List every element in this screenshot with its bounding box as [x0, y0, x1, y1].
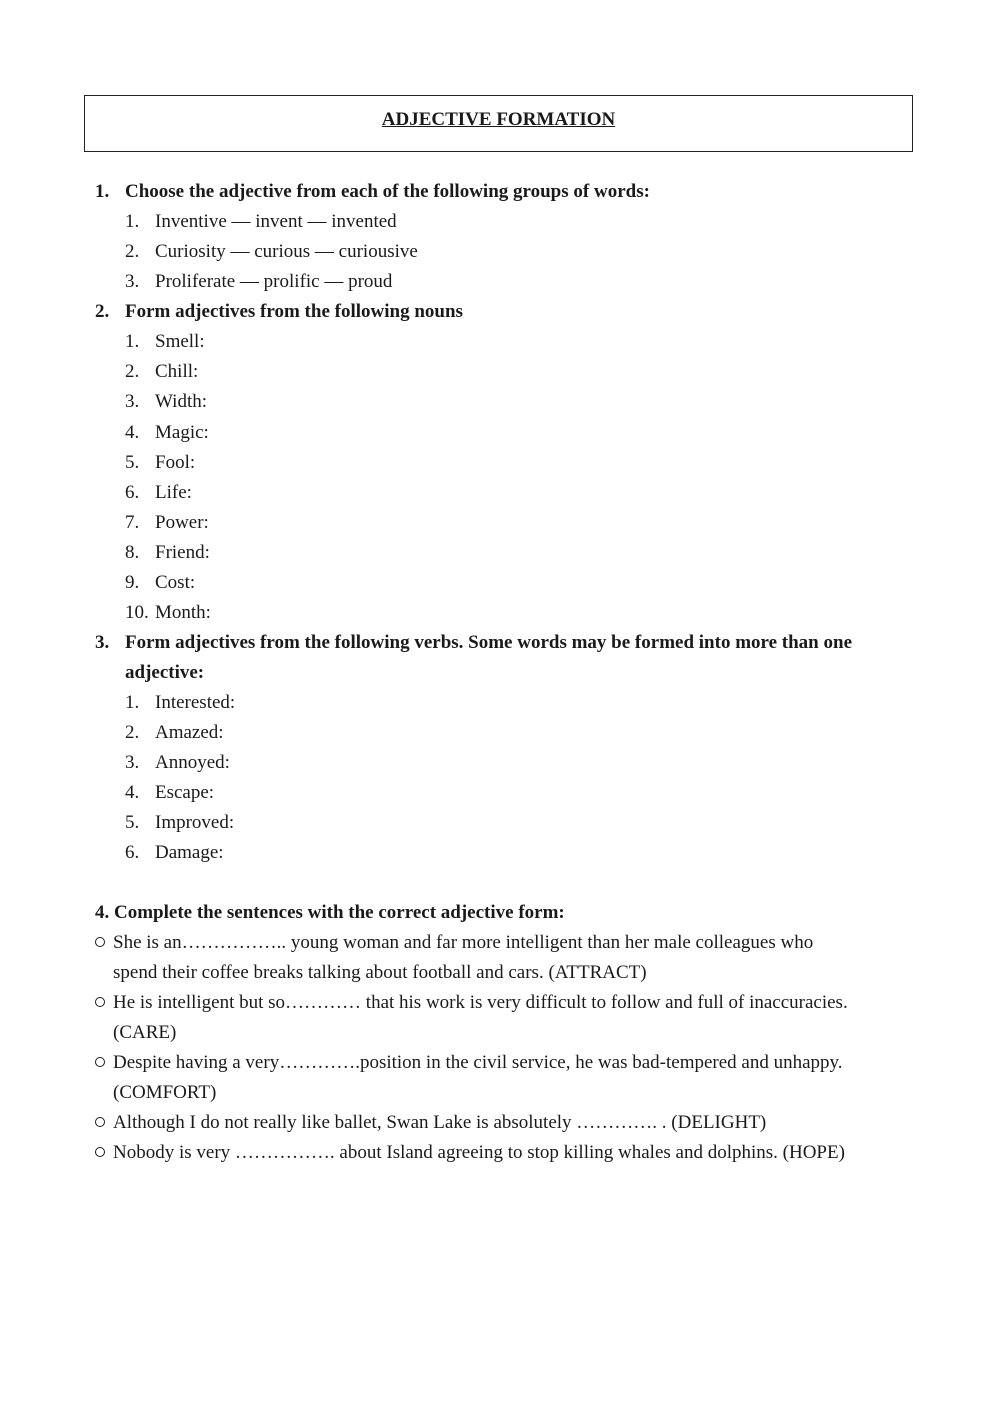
list-item-number: 6. — [125, 842, 140, 863]
list-item-number: 8. — [125, 542, 140, 563]
list-item-number: 2. — [125, 722, 140, 743]
circle-bullet-icon — [95, 1147, 105, 1157]
circle-bullet-icon — [95, 937, 105, 947]
list-item: Life: — [155, 482, 192, 503]
question-number: 1. — [95, 181, 110, 202]
list-item: Interested: — [155, 692, 236, 713]
sentence-line: Nobody is very ……………. about Island agreeing to stop killing whales and dolphins. (HOPE) — [113, 1142, 845, 1163]
list-item-number: 10. — [125, 602, 149, 623]
sentence-line: spend their coffee breaks talking about football and cars. (ATTRACT) — [113, 962, 647, 983]
list-item-number: 9. — [125, 572, 140, 593]
question-text: Form adjectives from the following verbs. Some words may be formed into more than one — [125, 632, 853, 653]
list-item-number: 3. — [125, 752, 140, 773]
circle-bullet-icon — [95, 997, 105, 1007]
list-item-number: 5. — [125, 812, 140, 833]
question-text: Choose the adjective from each of the following groups of words: — [125, 181, 650, 202]
list-item: Smell: — [155, 331, 205, 352]
list-item-number: 3. — [125, 391, 140, 412]
list-item: Annoyed: — [155, 752, 230, 773]
sentence-line: She is an…………….. young woman and far more intelligent than her male colleagues who — [113, 932, 814, 953]
list-item: Escape: — [155, 782, 215, 803]
list-item: Curiosity — curious — curiousive — [155, 241, 418, 262]
question-text: 4. Complete the sentences with the correct adjective form: — [95, 902, 565, 923]
list-item: Chill: — [155, 361, 199, 382]
list-item-number: 1. — [125, 692, 140, 713]
list-item-number: 6. — [125, 482, 140, 503]
list-item-number: 4. — [125, 422, 140, 443]
list-item: Power: — [155, 512, 209, 533]
page-title: ADJECTIVE FORMATION — [381, 109, 616, 130]
question-number: 2. — [95, 301, 110, 322]
list-item: Magic: — [155, 422, 209, 443]
sentence-line: Despite having a very………….position in the civil service, he was bad-tempered and unhappy. — [113, 1052, 843, 1073]
list-item: Improved: — [155, 812, 235, 833]
list-item-number: 1. — [125, 331, 140, 352]
list-item: Width: — [155, 391, 208, 412]
title-box — [84, 95, 913, 152]
list-item: Month: — [155, 602, 211, 623]
sentence-line: Although I do not really like ballet, Swan Lake is absolutely …………. . (DELIGHT) — [113, 1112, 767, 1133]
list-item: Friend: — [155, 542, 210, 563]
list-item: Damage: — [155, 842, 224, 863]
question-text-continued: adjective: — [125, 662, 205, 683]
list-item-number: 5. — [125, 452, 140, 473]
question-text: Form adjectives from the following nouns — [125, 301, 463, 322]
question-number: 3. — [95, 632, 110, 653]
list-item-number: 2. — [125, 361, 140, 382]
list-item: Inventive — invent — invented — [155, 211, 397, 232]
circle-bullet-icon — [95, 1117, 105, 1127]
list-item-number: 4. — [125, 782, 140, 803]
list-item: Proliferate — prolific — proud — [155, 271, 393, 292]
sentence-line: (CARE) — [113, 1022, 177, 1043]
list-item-number: 2. — [125, 241, 140, 262]
list-item: Fool: — [155, 452, 196, 473]
list-item: Cost: — [155, 572, 196, 593]
list-item-number: 7. — [125, 512, 140, 533]
sentence-line: (COMFORT) — [113, 1082, 217, 1103]
list-item-number: 3. — [125, 271, 140, 292]
sentence-line: He is intelligent but so………… that his work is very difficult to follow and full of inaccuracies. — [113, 992, 848, 1013]
list-item-number: 1. — [125, 211, 140, 232]
circle-bullet-icon — [95, 1057, 105, 1067]
list-item: Amazed: — [155, 722, 224, 743]
